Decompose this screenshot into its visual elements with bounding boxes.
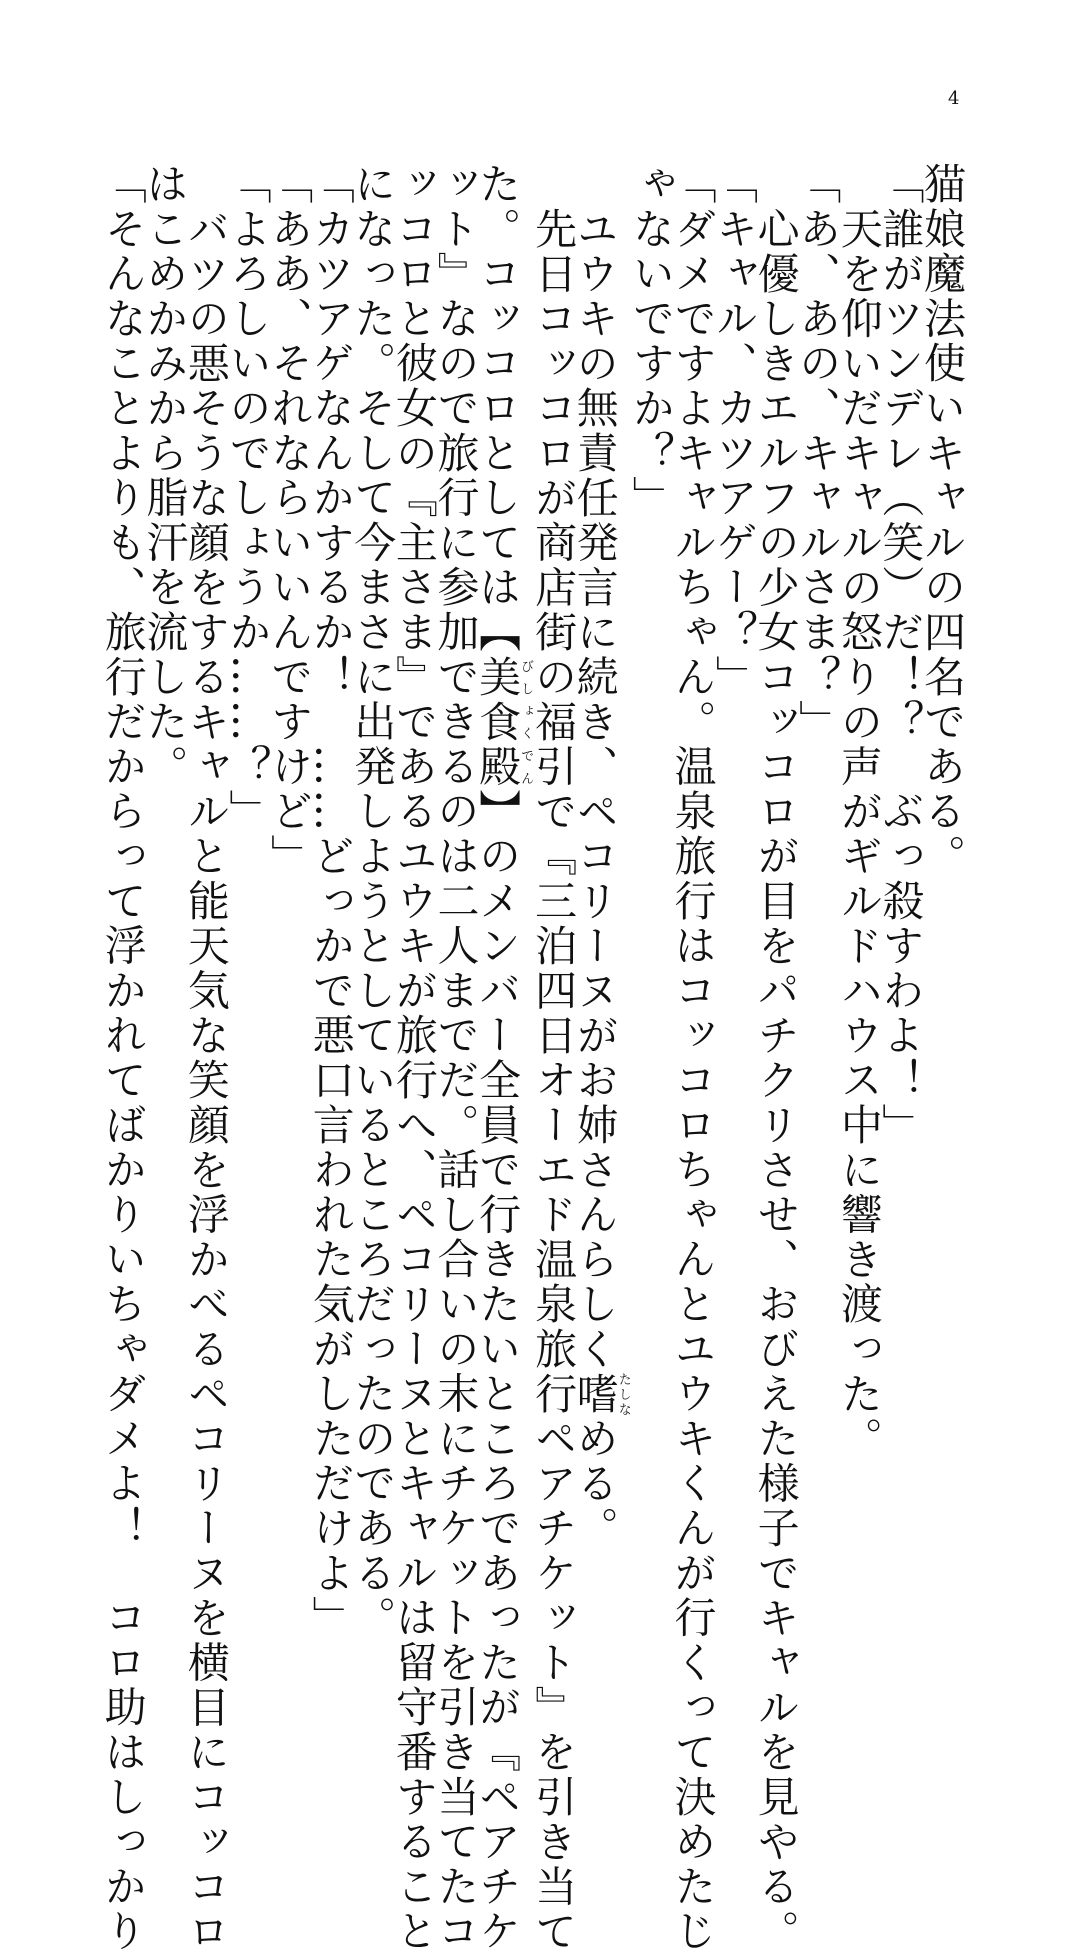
text-line: になった。そして今まさに出発しようとしているところだったのである。 xyxy=(348,162,398,1641)
vertical-body-text xyxy=(98,162,967,1954)
ruby-base: 嗜 xyxy=(570,1371,620,1417)
text-line: 「よろしいのでしょうか……？」 xyxy=(223,162,273,834)
text-segment: める。 xyxy=(570,1416,620,1552)
text-segment: た。コッコロとしては【 xyxy=(473,162,523,655)
text-line: 天を仰いだキャルの怒りの声がギルドハウス中に響き渡った。 xyxy=(834,207,884,1462)
text-line: 「キャル、カツアゲー？」 xyxy=(710,162,760,700)
text-line xyxy=(570,162,631,1552)
ruby-reading: たしな xyxy=(615,1371,631,1417)
text-line: 猫娘魔法使いキャルの四名である。 xyxy=(918,162,967,879)
text-line: 「ああ、それならいいんですけど」 xyxy=(265,162,315,879)
text-line: はこめかみから脂汗を流した。 xyxy=(140,162,190,790)
ruby-reading: びしょくでん xyxy=(518,654,534,790)
text-segment: 】のメンバー全員で行きたいところであったが『ペアチケ xyxy=(473,789,523,1954)
text-line: ット』なので旅行に参加できるのは二人までだ。話し合いの末にチケットを引き当てたコ xyxy=(431,162,481,1954)
text-line: 「そんなことよりも、旅行だからって浮かれてばかりいちゃダメよ！ コロ助はしっかり xyxy=(98,162,148,1954)
text-line: 先日コッコロが商店街の福引で『三泊四日オーエド温泉旅行ペアチケット』を引き当て xyxy=(529,207,579,1954)
text-line: 心優しきエルフの少女コッコロが目をパチクリさせ、おびえた様子でキャルを見やる。 xyxy=(751,207,801,1954)
text-line: ッコロと彼女の『主さま』であるユウキが旅行へ、ペコリーヌとキャルは留守番すること xyxy=(389,162,439,1954)
text-segment: ユウキの無責任発言に続き、ペコリーヌがお姉さんらしく xyxy=(570,207,620,1372)
text-line xyxy=(473,162,534,1954)
text-line: 「あ、あの、キャルさま？」 xyxy=(793,162,843,745)
text-line: バツの悪そうな顔をするキャルと能天気な笑顔を浮かべるペコリーヌを横目にコッコロ xyxy=(181,207,231,1954)
text-line: ゃないですか？」 xyxy=(626,162,676,521)
text-line: 「誰がツンデレ（笑）だ！？ ぶっ殺すわよ！」 xyxy=(876,162,926,1148)
text-line: 「ダメですよキャルちゃん。温泉旅行はコッコロちゃんとユウキくんが行くって決めたじ xyxy=(668,162,718,1954)
page-number: 4 xyxy=(948,88,960,109)
ruby-annotation xyxy=(473,654,534,790)
ruby-annotation xyxy=(570,1371,631,1417)
ruby-base: 美食殿 xyxy=(473,654,523,790)
text-line: 「カツアゲなんかするか！ ……どっかで悪口言われた気がしただけよ」 xyxy=(306,162,356,1641)
